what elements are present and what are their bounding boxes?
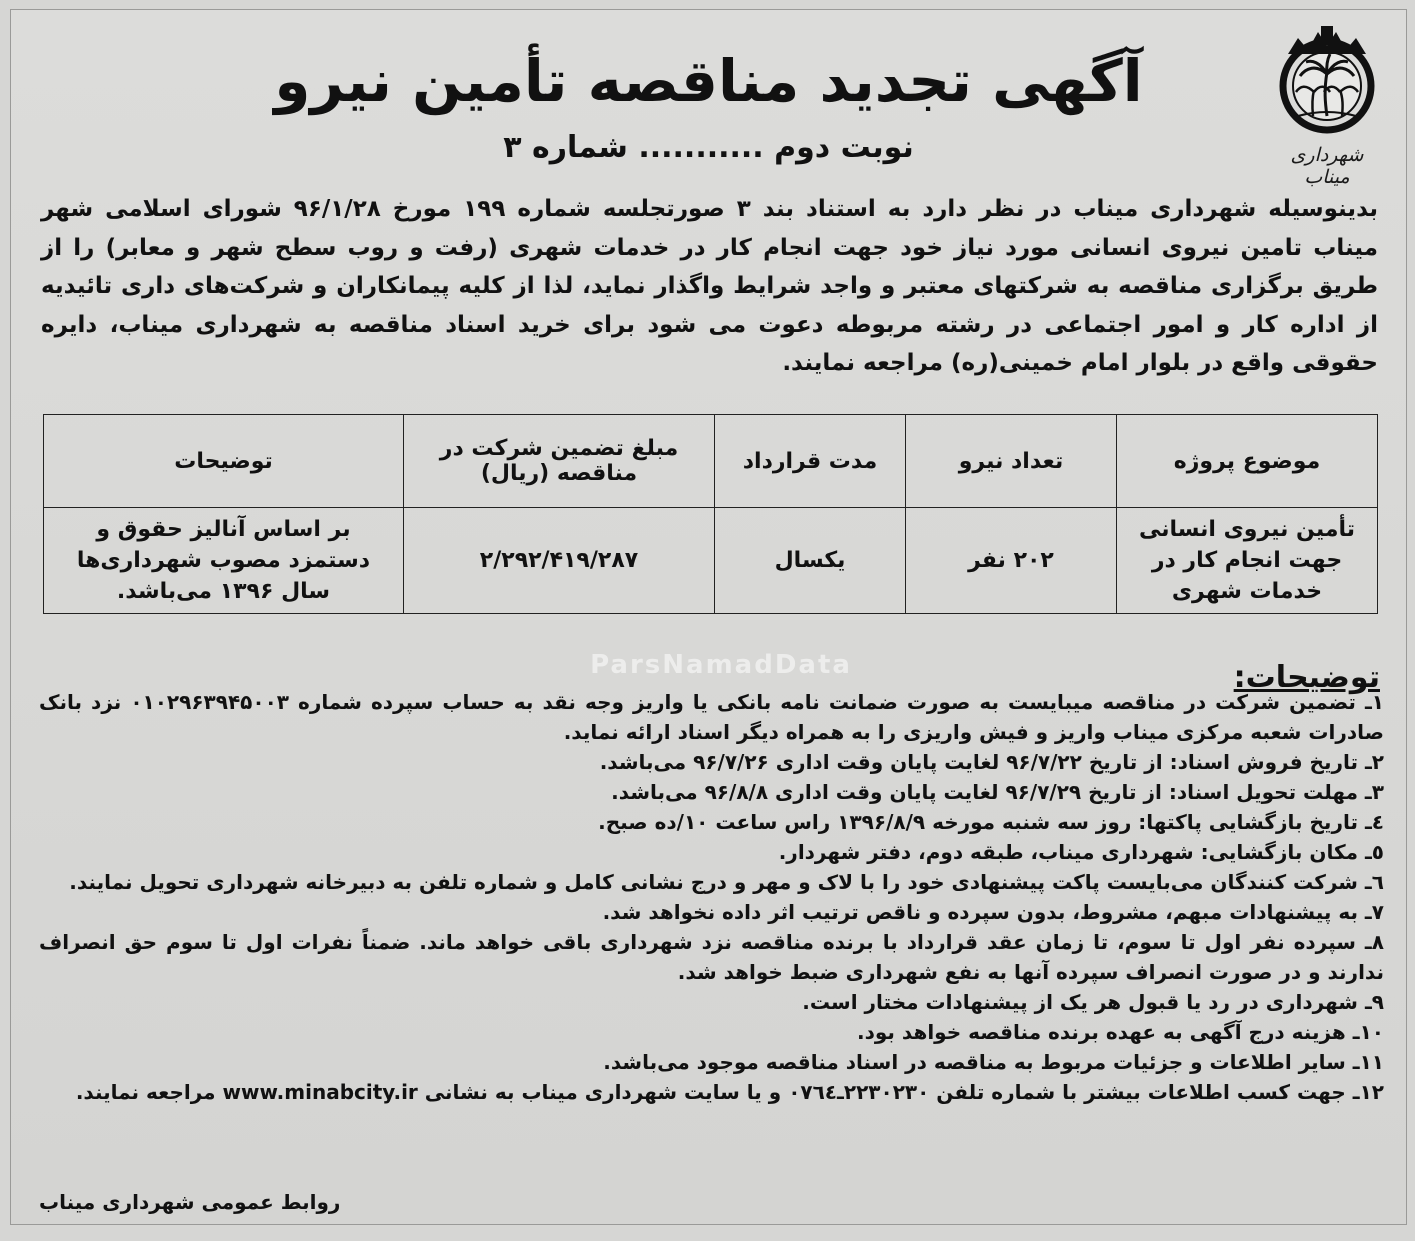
header-duration: مدت قرارداد bbox=[715, 415, 906, 508]
palm-tree-emblem-icon bbox=[1268, 24, 1386, 142]
list-item: ۳ـ مهلت تحویل اسناد: از تاریخ ۹۶/۷/۲۹ لغایت پایان وقت اداری ۹۶/۸/۸ می‌باشد. bbox=[611, 780, 1384, 804]
watermark: ParsNamadData bbox=[590, 650, 852, 680]
footer-signature: روابط عمومی شهرداری میناب bbox=[39, 1190, 341, 1214]
cell-description: بر اساس آنالیز حقوق و دستمزد مصوب شهرداری‌ها سال ۱۳۹۶ می‌باشد. bbox=[44, 508, 404, 614]
intro-paragraph: بدینوسیله شهرداری میناب در نظر دارد به استناد بند ۳ صورتجلسه شماره ۱۹۹ مورخ ۹۶/۱/۲۸ شورای اسلامی شهر میناب تامین نیروی انسانی مورد نیاز خود جهت انجام کار در خدمات شهری (رفت و روب سطح شهر و معابر) را از طریق برگزاری مناقصه به شرکتهای معتبر و واجد شرایط واگذار نماید، لذا از کلیه پیمانکاران و شرکت‌های داری تائیدیه از اداره کار و امور اجتماعی در رشته مربوطه دعوت می شود برای خرید اسناد مناقصه به شهرداری میناب، دایره حقوقی واقع در بلوار امام خمینی(ره) مراجعه نمایند. bbox=[41, 196, 1378, 376]
notice-title: آگهی تجدید مناقصه تأمین نیرو bbox=[274, 47, 1143, 115]
list-item: ٥ـ مکان بازگشایی: شهرداری میناب، طبقه دوم، دفتر شهردار. bbox=[778, 840, 1384, 864]
notes-list bbox=[39, 687, 1384, 1107]
cell-duration: یکسال bbox=[715, 508, 906, 614]
municipality-logo bbox=[1266, 24, 1388, 188]
list-item: ۸ـ سپرده نفر اول تا سوم، تا زمان عقد قرارداد با برنده مناقصه نزد شهرداری باقی خواهد ماند. ضمناً نفرات اول تا سوم حق انصراف ندارند و در صورت انصراف سپرده آنها به نفع شهرداری ضبط خواهد شد. bbox=[39, 930, 1384, 984]
header-subject: موضوع پروژه bbox=[1117, 415, 1378, 508]
header-guarantee: مبلغ تضمین شرکت در مناقصه (ریال) bbox=[404, 415, 715, 508]
list-item: ۱۲ـ جهت کسب اطلاعات بیشتر با شماره تلفن ۲۲۳۰۲۳۰ـ۰۷٦٤ و یا سایت شهرداری میناب به نشانی www.minabcity.ir مراجعه نمایند. bbox=[75, 1080, 1384, 1104]
list-item: ۲ـ تاریخ فروش اسناد: از تاریخ ۹۶/۷/۲۲ لغایت پایان وقت اداری ۹۶/۷/۲۶ می‌باشد. bbox=[599, 750, 1384, 774]
logo-caption: شهرداری میناب bbox=[1290, 144, 1364, 188]
list-item: ۷ـ به پیشنهادات مبهم، مشروط، بدون سپرده و ناقص ترتیب اثر داده نخواهد شد. bbox=[602, 900, 1384, 924]
table-row bbox=[44, 508, 1378, 614]
table-header-row bbox=[44, 415, 1378, 508]
list-item: ۹ـ شهرداری در رد یا قبول هر یک از پیشنهادات مختار است. bbox=[802, 990, 1384, 1014]
list-item: ٤ـ تاریخ بازگشایی پاکتها: روز سه شنبه مورخه ۱۳۹۶/۸/۹ راس ساعت ۱۰/ده صبح. bbox=[598, 810, 1384, 834]
header-count: تعداد نیرو bbox=[906, 415, 1117, 508]
notice-subtitle: نوبت دوم ........... شماره ۳ bbox=[503, 130, 914, 165]
list-item: ۱۱ـ سایر اطلاعات و جزئیات مربوط به مناقصه در اسناد مناقصه موجود می‌باشد. bbox=[603, 1050, 1384, 1074]
list-item: ۱۰ـ هزینه درج آگهی به عهده برنده مناقصه خواهد بود. bbox=[857, 1020, 1384, 1044]
cell-subject: تأمین نیروی انسانی جهت انجام کار در خدمات شهری bbox=[1117, 508, 1378, 614]
header-description: توضیحات bbox=[44, 415, 404, 508]
tender-notice bbox=[10, 9, 1407, 1225]
tender-table bbox=[43, 414, 1378, 614]
cell-guarantee: ۲/۲۹۲/۴۱۹/۲۸۷ bbox=[404, 508, 715, 614]
list-item: ٦ـ شرکت کنندگان می‌بایست پاکت پیشنهادی خود را با لاک و مهر و درج نشانی کامل و شماره تلفن به دبیرخانه شهرداری تحویل نمایند. bbox=[69, 870, 1384, 894]
notes-heading: توضیحات: bbox=[1233, 660, 1380, 695]
cell-count: ۲۰۲ نفر bbox=[906, 508, 1117, 614]
list-item: ۱ـ تضمین شرکت در مناقصه میبایست به صورت ضمانت نامه بانکی یا واریز وجه نقد به حساب سپرده شماره ۰۱۰۲۹۶۳۹۴۵۰۰۳ نزد بانک صادرات شعبه مرکزی میناب واریز و فیش واریزی را به همراه دیگر اسناد ارائه نماید. bbox=[39, 690, 1384, 744]
